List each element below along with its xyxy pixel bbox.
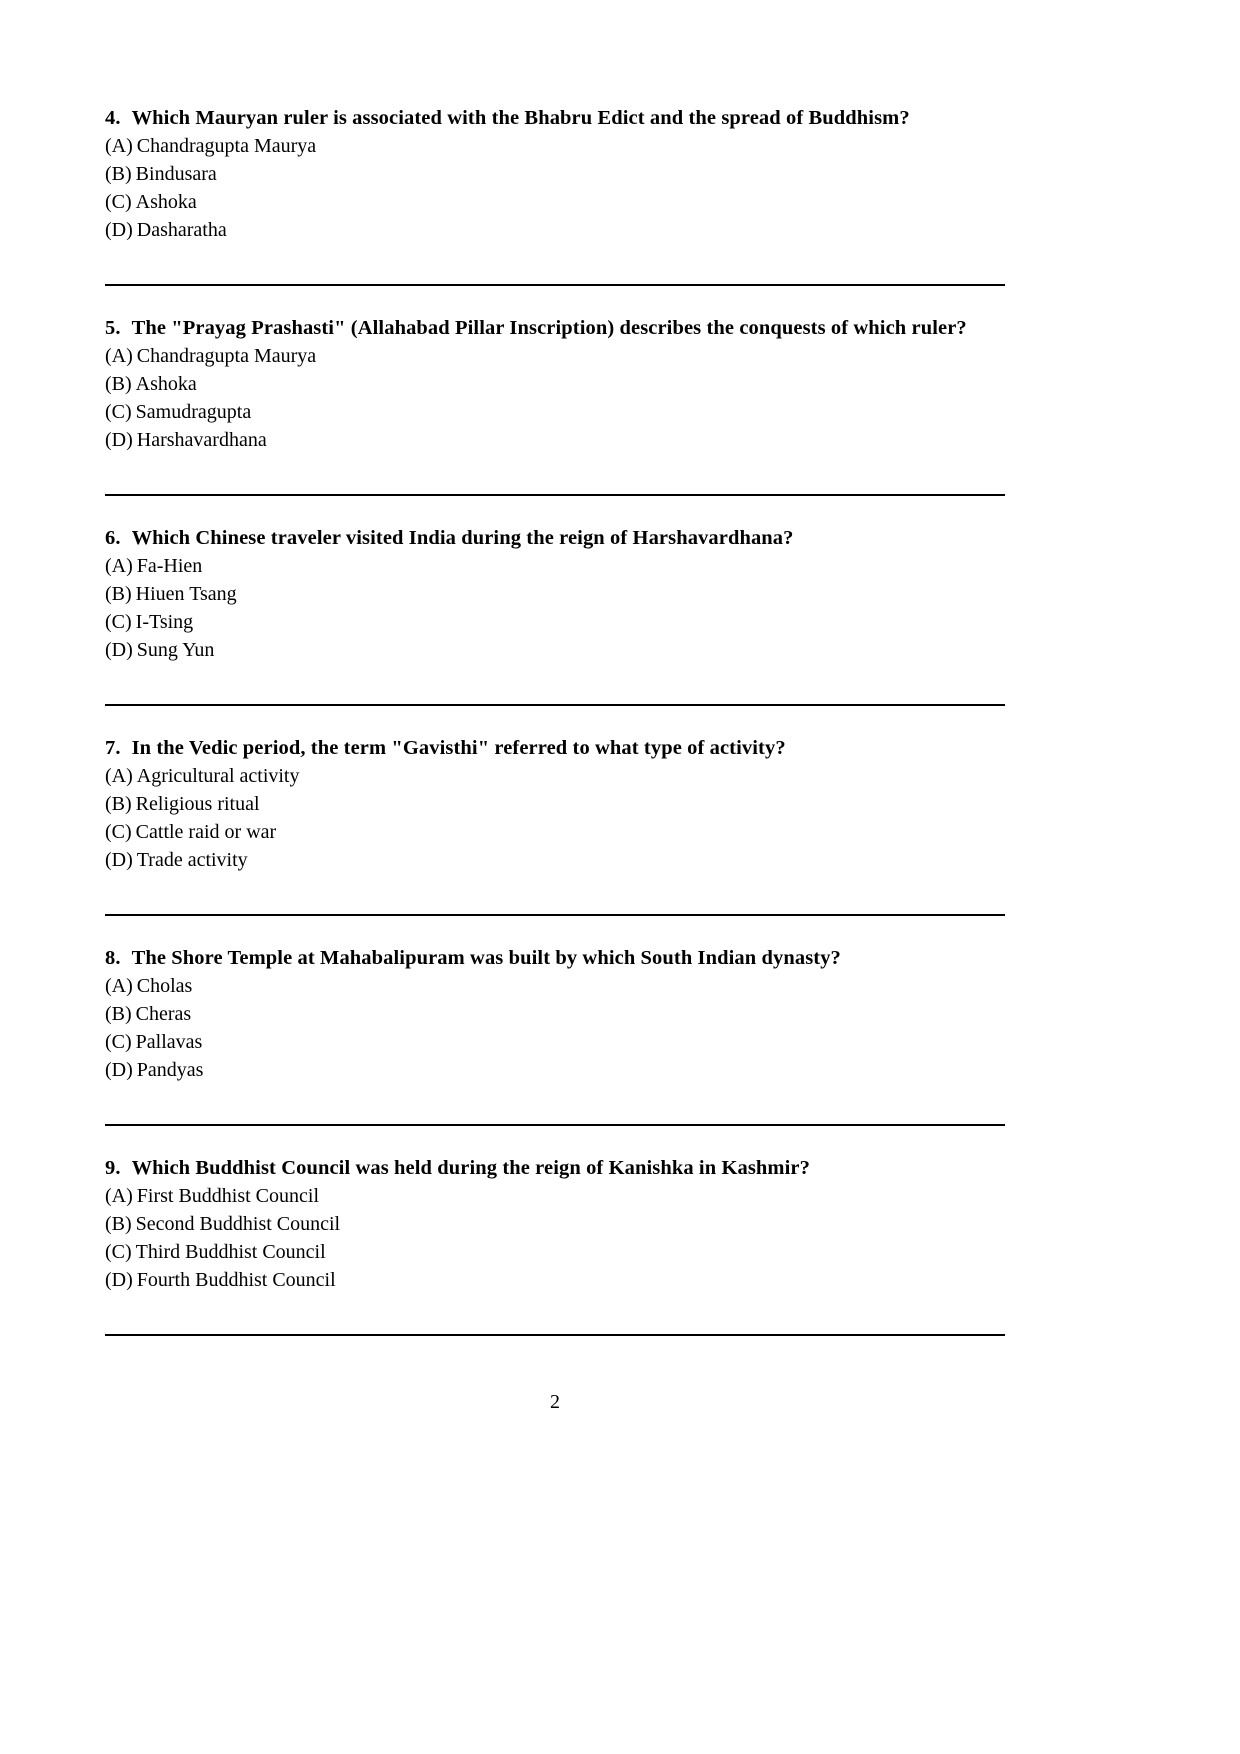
question-number: 7. (105, 737, 121, 759)
question-block (105, 104, 1005, 286)
question-title-text: The Shore Temple at Mahabalipuram was built by which South Indian dynasty? (131, 947, 841, 969)
option-line (105, 762, 1005, 790)
question-text (105, 104, 1005, 132)
divider (105, 914, 1005, 916)
question-text (105, 1154, 1005, 1182)
option-label: (C) (105, 1031, 132, 1053)
question-number: 9. (105, 1157, 121, 1179)
option-text: Sung Yun (136, 639, 215, 661)
option-text: I-Tsing (135, 611, 194, 633)
question-text (105, 734, 1005, 762)
option-line (105, 552, 1005, 580)
option-line (105, 608, 1005, 636)
option-line (105, 1266, 1005, 1294)
option-label: (D) (105, 219, 133, 241)
question-number: 8. (105, 947, 121, 969)
option-line (105, 1028, 1005, 1056)
option-text: Bindusara (135, 163, 217, 185)
option-text: Harshavardhana (136, 429, 267, 451)
option-label: (B) (105, 793, 132, 815)
option-line (105, 846, 1005, 874)
question-number: 5. (105, 317, 121, 339)
option-label: (A) (105, 555, 133, 577)
option-label: (C) (105, 1241, 132, 1263)
option-line (105, 1056, 1005, 1084)
option-text: Fourth Buddhist Council (136, 1269, 336, 1291)
option-label: (C) (105, 401, 132, 423)
option-label: (A) (105, 975, 133, 997)
option-line (105, 1210, 1005, 1238)
option-line (105, 160, 1005, 188)
option-label: (A) (105, 1185, 133, 1207)
option-text: Religious ritual (135, 793, 260, 815)
option-label: (B) (105, 163, 132, 185)
divider (105, 494, 1005, 496)
option-label: (B) (105, 1213, 132, 1235)
option-line (105, 426, 1005, 454)
option-line (105, 1238, 1005, 1266)
divider (105, 1124, 1005, 1126)
option-text: Dasharatha (136, 219, 227, 241)
question-number: 4. (105, 107, 121, 129)
question-block (105, 944, 1005, 1126)
option-line (105, 790, 1005, 818)
option-label: (C) (105, 191, 132, 213)
option-text: Third Buddhist Council (135, 1241, 326, 1263)
option-label: (B) (105, 583, 132, 605)
option-line (105, 1000, 1005, 1028)
option-label: (D) (105, 639, 133, 661)
option-label: (A) (105, 765, 133, 787)
question-block (105, 314, 1005, 496)
option-label: (D) (105, 429, 133, 451)
divider (105, 284, 1005, 286)
option-text: Pallavas (135, 1031, 203, 1053)
option-text: First Buddhist Council (136, 1185, 320, 1207)
option-text: Ashoka (135, 373, 197, 395)
option-label: (B) (105, 1003, 132, 1025)
option-label: (D) (105, 1269, 133, 1291)
option-line (105, 972, 1005, 1000)
option-line (105, 370, 1005, 398)
option-text: Cheras (135, 1003, 192, 1025)
option-line (105, 1182, 1005, 1210)
page-number: 2 (550, 1391, 560, 1413)
option-text: Second Buddhist Council (135, 1213, 341, 1235)
option-text: Samudragupta (135, 401, 252, 423)
option-label: (A) (105, 135, 133, 157)
question-block (105, 524, 1005, 706)
question-title-text: In the Vedic period, the term "Gavisthi" referred to what type of activity? (131, 737, 786, 759)
question-title-text: The "Prayag Prashasti" (Allahabad Pillar Inscription) describes the conquests of which ruler? (131, 317, 967, 339)
question-title-text: Which Mauryan ruler is associated with the Bhabru Edict and the spread of Buddhism? (131, 107, 910, 129)
question-block (105, 1154, 1005, 1336)
option-line (105, 818, 1005, 846)
question-text (105, 944, 1005, 972)
question-block (105, 734, 1005, 916)
option-line (105, 342, 1005, 370)
divider (105, 1334, 1005, 1336)
question-text (105, 524, 1005, 552)
option-line (105, 132, 1005, 160)
option-label: (C) (105, 821, 132, 843)
option-line (105, 188, 1005, 216)
option-text: Trade activity (136, 849, 248, 871)
option-text: Pandyas (136, 1059, 204, 1081)
option-label: (A) (105, 345, 133, 367)
option-text: Hiuen Tsang (135, 583, 237, 605)
option-text: Chandragupta Maurya (136, 345, 317, 367)
option-label: (B) (105, 373, 132, 395)
option-text: Cholas (136, 975, 193, 997)
option-text: Cattle raid or war (135, 821, 277, 843)
option-text: Chandragupta Maurya (136, 135, 317, 157)
question-number: 6. (105, 527, 121, 549)
option-label: (D) (105, 1059, 133, 1081)
question-title-text: Which Buddhist Council was held during the reign of Kanishka in Kashmir? (131, 1157, 810, 1179)
option-line (105, 580, 1005, 608)
option-label: (D) (105, 849, 133, 871)
option-line (105, 398, 1005, 426)
option-label: (C) (105, 611, 132, 633)
option-line (105, 216, 1005, 244)
option-text: Ashoka (135, 191, 197, 213)
divider (105, 704, 1005, 706)
question-text (105, 314, 1005, 342)
option-text: Agricultural activity (136, 765, 300, 787)
option-line (105, 636, 1005, 664)
option-text: Fa-Hien (136, 555, 203, 577)
question-title-text: Which Chinese traveler visited India during the reign of Harshavardhana? (131, 527, 794, 549)
